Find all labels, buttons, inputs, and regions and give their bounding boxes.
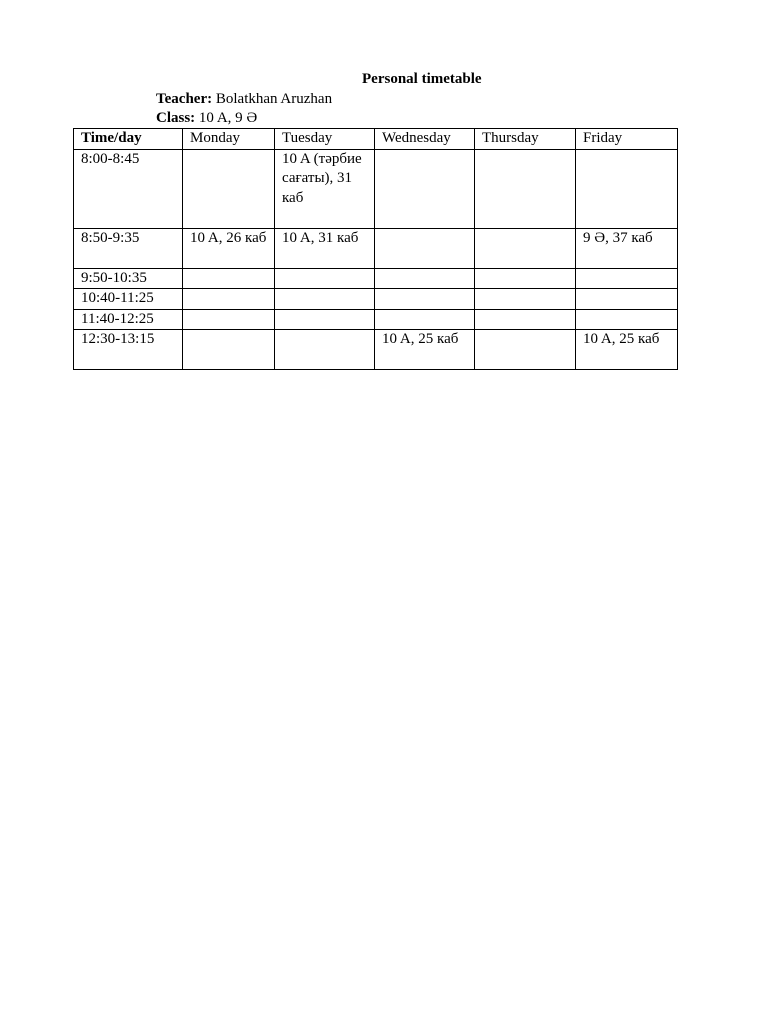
thursday-cell bbox=[475, 330, 576, 370]
wednesday-cell bbox=[375, 309, 475, 330]
tuesday-cell: 10 A, 31 каб bbox=[275, 228, 375, 268]
table-row bbox=[74, 330, 678, 370]
friday-cell bbox=[576, 289, 678, 310]
monday-cell bbox=[183, 309, 275, 330]
thursday-cell bbox=[475, 268, 576, 289]
monday-cell bbox=[183, 268, 275, 289]
class-value: 10 A, 9 Ә bbox=[195, 110, 258, 126]
header-friday: Friday bbox=[576, 129, 678, 150]
thursday-cell bbox=[475, 228, 576, 268]
table-row bbox=[74, 309, 678, 330]
teacher-name: Bolatkhan Aruzhan bbox=[212, 91, 333, 107]
wednesday-cell bbox=[375, 149, 475, 228]
class-line bbox=[156, 109, 257, 127]
time-cell: 11:40-12:25 bbox=[74, 309, 183, 330]
page-title: Personal timetable bbox=[362, 71, 482, 87]
table-row bbox=[74, 149, 678, 228]
wednesday-cell bbox=[375, 228, 475, 268]
friday-cell bbox=[576, 309, 678, 330]
tuesday-cell bbox=[275, 268, 375, 289]
monday-cell bbox=[183, 149, 275, 228]
time-cell: 10:40-11:25 bbox=[74, 289, 183, 310]
timetable bbox=[73, 128, 678, 370]
monday-cell bbox=[183, 330, 275, 370]
header-monday: Monday bbox=[183, 129, 275, 150]
monday-cell: 10 A, 26 каб bbox=[183, 228, 275, 268]
tuesday-cell: 10 A (тәрбие сағаты), 31 каб bbox=[275, 149, 375, 228]
tuesday-cell bbox=[275, 330, 375, 370]
class-label: Class: bbox=[156, 110, 196, 126]
thursday-cell bbox=[475, 309, 576, 330]
wednesday-cell: 10 A, 25 каб bbox=[375, 330, 475, 370]
header-thursday: Thursday bbox=[475, 129, 576, 150]
time-cell: 8:00-8:45 bbox=[74, 149, 183, 228]
time-cell: 8:50-9:35 bbox=[74, 228, 183, 268]
table-row bbox=[74, 228, 678, 268]
wednesday-cell bbox=[375, 289, 475, 310]
teacher-label: Teacher: bbox=[156, 91, 213, 107]
monday-cell bbox=[183, 289, 275, 310]
table-row bbox=[74, 268, 678, 289]
header-time-day: Time/day bbox=[74, 129, 183, 150]
wednesday-cell bbox=[375, 268, 475, 289]
tuesday-cell bbox=[275, 309, 375, 330]
friday-cell bbox=[576, 149, 678, 228]
tuesday-cell bbox=[275, 289, 375, 310]
header-wednesday: Wednesday bbox=[375, 129, 475, 150]
time-cell: 12:30-13:15 bbox=[74, 330, 183, 370]
friday-cell: 9 Ә, 37 каб bbox=[576, 228, 678, 268]
friday-cell bbox=[576, 268, 678, 289]
table-row bbox=[74, 289, 678, 310]
header-tuesday: Tuesday bbox=[275, 129, 375, 150]
table-header-row bbox=[74, 129, 678, 150]
friday-cell: 10 A, 25 каб bbox=[576, 330, 678, 370]
thursday-cell bbox=[475, 289, 576, 310]
teacher-line bbox=[156, 90, 332, 108]
thursday-cell bbox=[475, 149, 576, 228]
time-cell: 9:50-10:35 bbox=[74, 268, 183, 289]
